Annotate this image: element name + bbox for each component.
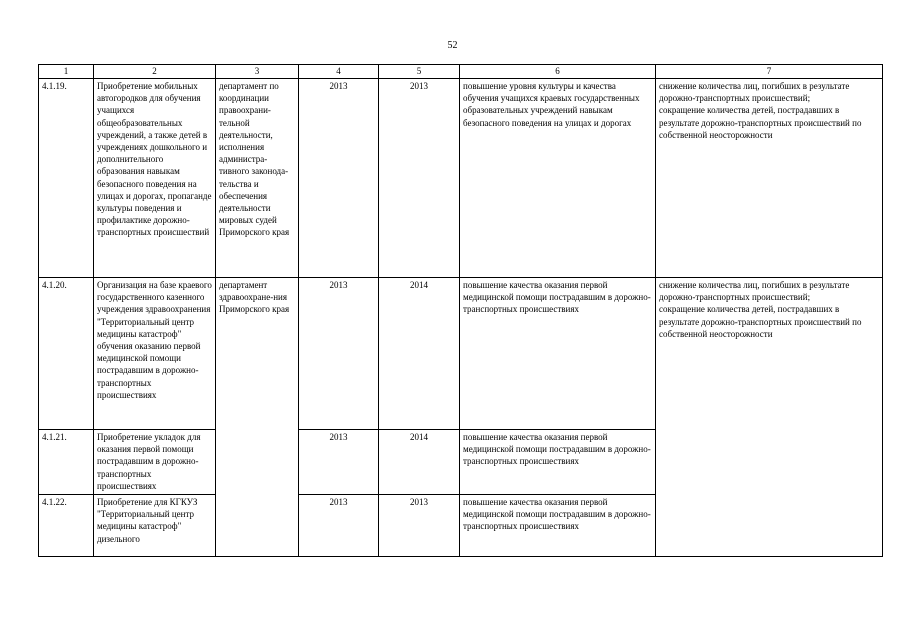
item-number: 4.1.22. — [39, 495, 94, 557]
executor: департамент по координации правоохрани-тельной деятельности, исполнения администра-тивного законода-тельства и обеспечения деятельности мировых судей Приморского края — [216, 79, 299, 278]
measure-name: Приобретение укладок для оказания первой помощи пострадавшим в дорожно-транспортных происшествиях — [94, 430, 216, 495]
expected-result: повышение качества оказания первой медицинской помощи пострадавшим в дорожно-транспортных происшествиях — [460, 430, 656, 495]
column-header: 5 — [379, 65, 460, 79]
expected-result: повышение уровня культуры и качества обучения учащихся краевых государственных образовательных учреждений навыкам безопасного поведения на улицах и дорогах — [460, 79, 656, 278]
column-header: 4 — [299, 65, 379, 79]
expected-result: повышение качества оказания первой медицинской помощи пострадавшим в дорожно-транспортных происшествиях — [460, 278, 656, 430]
column-header: 2 — [94, 65, 216, 79]
column-header: 1 — [39, 65, 94, 79]
start-year: 2013 — [299, 495, 379, 557]
executor: департамент здравоохране-ния Приморского края — [216, 278, 299, 557]
measure-name: Организация на базе краевого государственного казенного учреждения здравоохранения "Территориальный центр медицины катастроф" обучения оказанию первой медицинской помощи пострадавшим в дорожно-транспортных происшествиях — [94, 278, 216, 430]
end-year: 2013 — [379, 79, 460, 278]
column-header: 7 — [656, 65, 883, 79]
end-year: 2013 — [379, 495, 460, 557]
page-number: 52 — [447, 40, 458, 51]
measure-name: Приобретение мобильных автогородков для обучения учащихся общеобразовательных учреждений, а также детей в учреждениях дошкольного и дополнительного образования навыкам безопасного поведения на улицах и дорогах, пропаганде культуры поведения и профилактике дорожно-транспортных происшествий — [94, 79, 216, 278]
measure-name: Приобретение для КГКУЗ "Территориальный центр медицины катастроф" дизельного — [94, 495, 216, 557]
table-header-row — [39, 65, 883, 79]
start-year: 2013 — [299, 430, 379, 495]
end-year: 2014 — [379, 278, 460, 430]
table-row — [39, 79, 883, 278]
table-row — [39, 278, 883, 430]
start-year: 2013 — [299, 278, 379, 430]
column-header: 3 — [216, 65, 299, 79]
item-number: 4.1.20. — [39, 278, 94, 430]
target-indicators: снижение количества лиц, погибших в результате дорожно-транспортных происшествий; сокращение количества детей, пострадавших в результате дорожно-транспортных происшествий по собственной неосторожности — [656, 79, 883, 278]
column-header: 6 — [460, 65, 656, 79]
item-number: 4.1.19. — [39, 79, 94, 278]
start-year: 2013 — [299, 79, 379, 278]
end-year: 2014 — [379, 430, 460, 495]
expected-result: повышение качества оказания первой медицинской помощи пострадавшим в дорожно-транспортных происшествиях — [460, 495, 656, 557]
measures-table — [38, 64, 883, 557]
item-number: 4.1.21. — [39, 430, 94, 495]
target-indicators: снижение количества лиц, погибших в результате дорожно-транспортных происшествий; сокращение количества детей, пострадавших в результате дорожно-транспортных происшествий по собственной неосторожности — [656, 278, 883, 557]
